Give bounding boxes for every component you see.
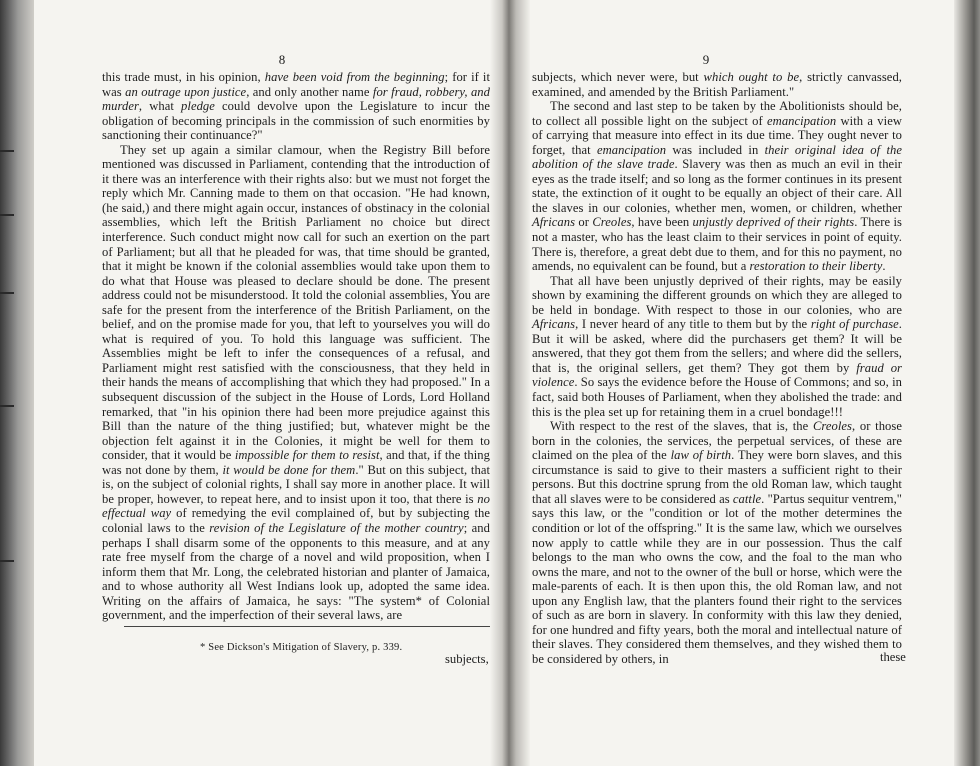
left-paragraph-2: They set up again a similar clamour, when the Registry Bill before mentioned was discussed in Parliament, contending that the introduction of it there was an interference with their rights also: but we must not forget the reply which Mr. Canning made to them on that occasion. "He had known, (he said,) and there might again occur, instances of obstinacy in the colonial assemblies, which left the British Parliament no choice but direct interference. Such conduct might now call for such an exertion on the part of Parliament; but all that he pleaded for was, that time should be granted, that it might be known if the colonial assemblies would take upon them to do what that House was pleased to declare should be done. The present address could not be misunderstood. It told the colonial assemblies, You are safe for the present from the interference of the British Parliament, on the belief, and on the promise made for you, that left to yourselves you will do what is required of you. To hold this language was sufficient. The Assemblies might be left to infer the consequences of a refusal, and Parliament might rest satisfied with the consciousness, that they held in their hands the means of accomplishing that which they had proposed." In a subsequent discussion of the subject in the House of Lords, Lord Holland remarked, that "in his opinion there had been more prejudice against this Bill than the nature of the thing justified; but, whatever might be the objection felt against it in the Colonies, it might be well for them to consider, that it would be impossible for them to resist, and that, if the thing was not done by them, it would be done for them." But on this subject, that is, on the subject of colonial rights, I shall say more in another place. It will be proper, however, to repeat here, and to insist upon it too, that there is no effectual way of remedying the evil complained of, but by subjecting the colonial laws to the revision of the Legislature of the mother country; and perhaps I shall disarm some of the opponents to this measure, and at any rate free myself from the charge of a novel and wild proposition, when I inform them that Mr. Long, the celebrated historian and planter of Jamaica, and to whose authority all West Indians look up, adopted the same idea. Writing on the affairs of Jamaica, he says: "The system* of Colonial government, and the imperfection of their several laws, are (102, 142, 491, 623)
right-catchword: these (880, 650, 906, 664)
left-page-number: 8 (278, 52, 286, 67)
edge-mark (0, 150, 14, 152)
right-page-text (532, 70, 902, 666)
left-catchword: subjects, (445, 652, 489, 666)
right-paragraph-3: That all have been unjustly deprived of their rights, may be easily shown by examining the different grounds on which they are alleged to be held in bondage. With respect to those in our colonies, who are Africans, I never heard of any title to them but by the right of purchase. But it will be asked, where did the purchasers get them? It will be answered, that they got them from the sellers; and where did the sellers, that is, the original sellers, get them? They got them by fraud or violence. So says the evidence before the House of Commons; and so, in fact, said both Houses of Parliament, when they abolished the trade: and this is the plea set up for retaining them in a cruel bondage!!! (532, 273, 902, 419)
book-edge-right (954, 0, 980, 766)
book-gutter (490, 0, 530, 766)
right-paragraph-1: subjects, which never were, but which ought to be, strictly canvassed, examined, and amended by the British Parliament." (532, 70, 902, 99)
footnote: * See Dickson's Mitigation of Slavery, p. 339. (200, 642, 403, 653)
edge-mark (0, 214, 14, 216)
edge-mark (0, 292, 14, 294)
right-paragraph-4: With respect to the rest of the slaves, that is, the Creoles, or those born in the colonies, the services, the perpetual services, of these are claimed on the plea of the law of birth. They were born slaves, and this circumstance is said to give to their masters a sufficient right to their persons. But this doctrine sprung from the old Roman law, which taught that all slaves were to be considered as cattle. "Partus sequitur ventrem," says this law, or the "condition or lot of the mother determines the condition or lot of the offspring." It is the same law, which we ourselves now apply to cattle while they are in our possession. Thus the calf belongs to the man who owns the cow, and the foal to the man who owns the mare, and not to the owner of the bull or horse, which were the male-parents of each. It is then upon this, the old Roman law, and not upon any English law, that the planters found their right to the services of such as are born in slavery. In conformity with this law they denied, for one hundred and fifty years, both the moral and intellectual nature of their slaves. They considered them themselves, and they wished them to be considered by others, in (532, 419, 902, 666)
right-page-number: 9 (702, 52, 710, 67)
book-edge-left (0, 0, 34, 766)
left-paragraph-1: this trade must, in his opinion, have been void from the beginning; for if it was an outrage upon justice, and only another name for fraud, robbery, and murder, what pledge could devolve upon the Legislature to incur the obligation of becoming principals in the commission of such enormities by sanctioning their continuance?" (102, 70, 491, 143)
footnote-rule (124, 626, 490, 627)
right-paragraph-2: The second and last step to be taken by the Abolitionists should be, to collect all possible light on the subject of emancipation with a view of carrying that measure into effect in its due time. They ought never to forget, that emancipation was included in their original idea of the abolition of the slave trade. Slavery was then as much an evil in their eyes as the trade itself; and so long as the former continues in its present state, the extinction of it ought to be equally an object of their care. All the slaves in our colonies, whether men, women, or children, whether Africans or Creoles, have been unjustly deprived of their rights. There is not a master, who has the least claim to their services in point of equity. There is, therefore, a great debt due to them, and for this no payment, no amends, no equivalent can be found, but a restoration to their liberty. (532, 99, 902, 274)
edge-mark (0, 560, 14, 562)
edge-mark (0, 405, 14, 407)
left-page-text (102, 70, 490, 623)
